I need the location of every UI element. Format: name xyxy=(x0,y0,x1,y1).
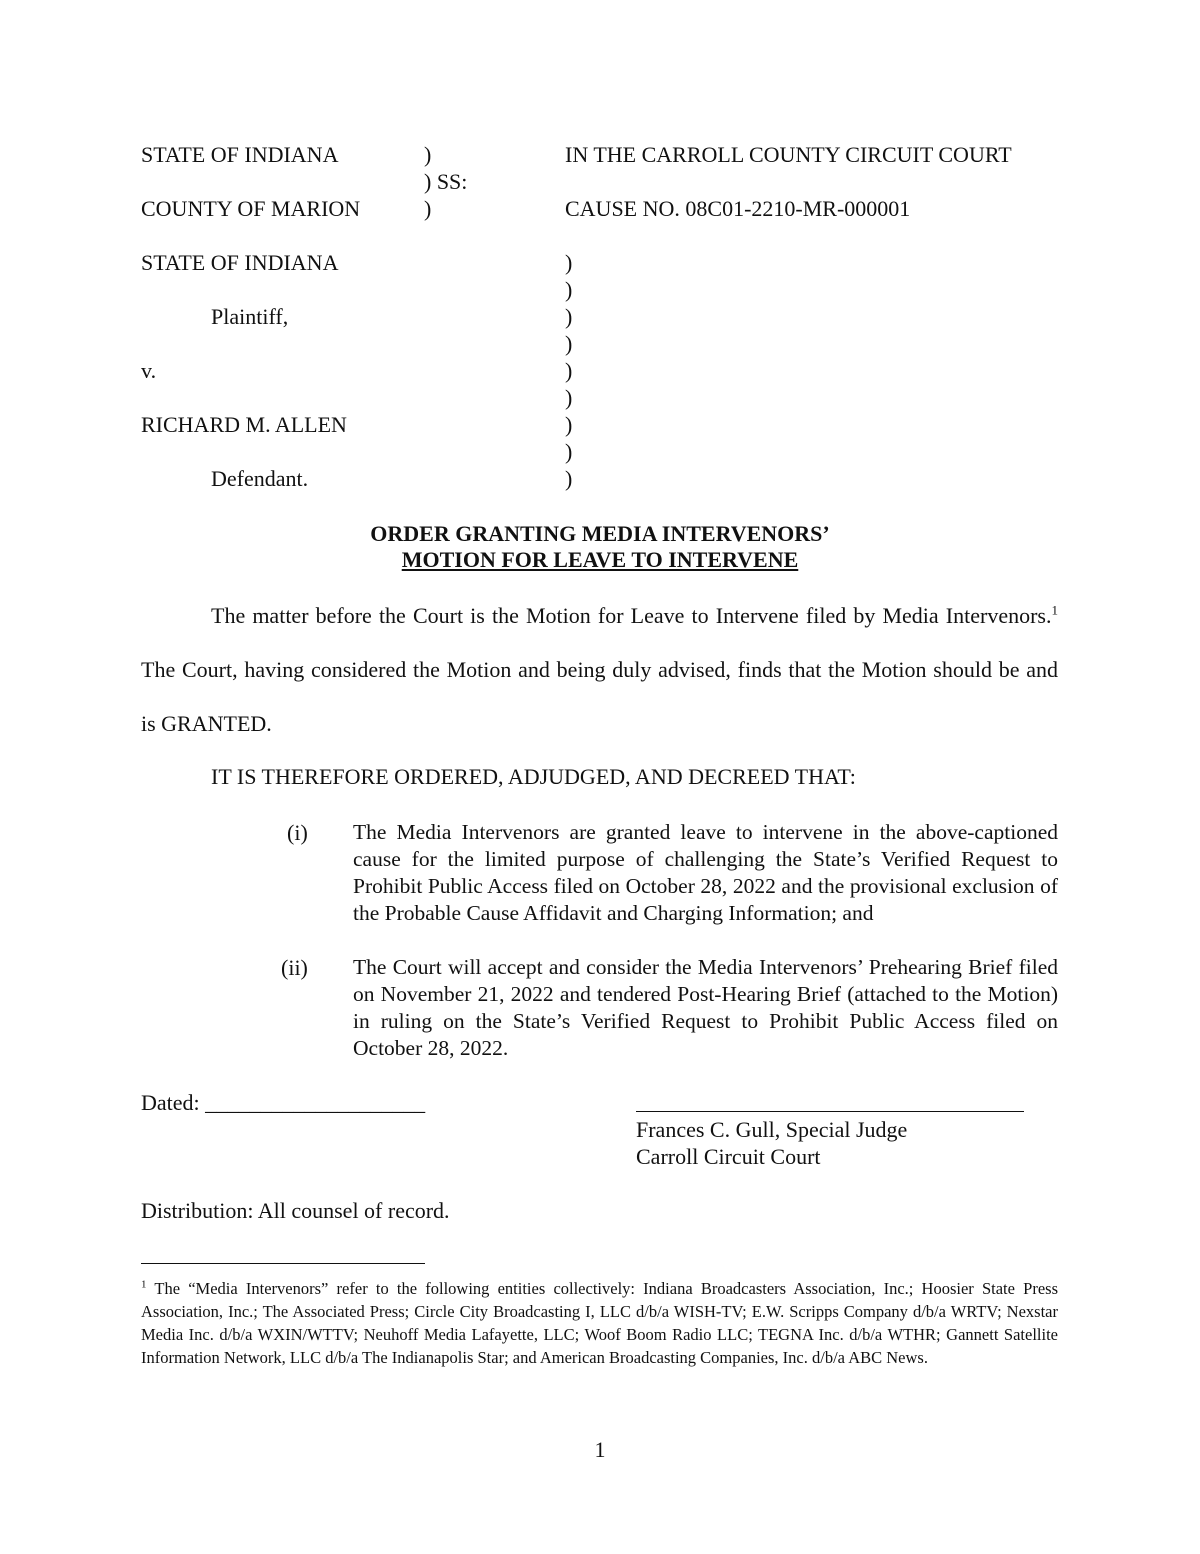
caption-paren: ) xyxy=(565,277,573,302)
order-title-line2-text: MOTION FOR LEAVE TO INTERVENE xyxy=(401,547,799,572)
item-number: (ii) xyxy=(281,955,308,980)
plaintiff-name: STATE OF INDIANA xyxy=(141,250,339,275)
caption-paren: ) xyxy=(424,196,432,221)
caption-paren: ) xyxy=(565,358,573,383)
cause-number: CAUSE NO. 08C01-2210-MR-000001 xyxy=(565,196,911,221)
caption-paren: ) xyxy=(565,304,573,329)
caption-paren: ) xyxy=(565,466,573,491)
caption-paren: ) xyxy=(565,412,573,437)
paragraph-text: The matter before the Court is the Motion for Leave to Intervene filed by Media Intervenors. xyxy=(211,603,1052,628)
caption-paren: ) xyxy=(565,331,573,356)
caption-paren: ) xyxy=(424,142,432,167)
plaintiff-role: Plaintiff, xyxy=(211,304,289,329)
distribution: Distribution: All counsel of record. xyxy=(141,1198,450,1223)
caption-paren: ) xyxy=(565,385,573,410)
footnote-ref: 1 xyxy=(1051,602,1058,618)
order-title-line1: ORDER GRANTING MEDIA INTERVENORS’ xyxy=(370,521,830,546)
caption-paren: ) xyxy=(565,439,573,464)
defendant-role: Defendant. xyxy=(211,466,309,491)
signature-line xyxy=(636,1111,1024,1112)
court-name: IN THE CARROLL COUNTY CIRCUIT COURT xyxy=(565,142,1012,167)
item-number: (i) xyxy=(287,820,308,845)
judge-name: Frances C. Gull, Special Judge xyxy=(636,1117,908,1142)
footnote xyxy=(141,1277,1058,1369)
footnote-number: 1 xyxy=(141,1278,147,1291)
paragraph-text: The Court, having considered the Motion and being duly advised, finds that the Motion should be and is GRANTED. xyxy=(141,657,1058,736)
versus: v. xyxy=(141,358,157,383)
footnote-text: The “Media Intervenors” refer to the following entities collectively: Indiana Broadcasters Association, Inc.; Hoosier State Press Association, Inc.; The Associated Press; Circle City Broadcasting I, LLC d/b/a WISH-TV; E.W. Scripps Company d/b/a WRTV; Nexstar Media Inc. d/b/a WXIN/WTTV; Neuhoff Media Lafayette, LLC; Woof Boom Radio LLC; TEGNA Inc. d/b/a WTHR; Gannett Satellite Information Network, LLC d/b/a The Indianapolis Star; and American Broadcasting Companies, Inc. d/b/a ABC News. xyxy=(141,1279,1058,1367)
defendant-name: RICHARD M. ALLEN xyxy=(141,412,347,437)
dated-line: Dated: ____________________ xyxy=(141,1090,426,1115)
caption-state: STATE OF INDIANA xyxy=(141,142,339,167)
caption-county: COUNTY OF MARION xyxy=(141,196,361,221)
page-number: 1 xyxy=(594,1437,606,1462)
judge-court: Carroll Circuit Court xyxy=(636,1144,821,1169)
paragraph-motion xyxy=(141,589,1058,751)
order-item: The Media Intervenors are granted leave to intervene in the above-captioned cause for the limited purpose of challenging the State’s Verified Request to Prohibit Public Access filed on October 28, 2022 and the provisional exclusion of the Probable Cause Affidavit and Charging Information; and xyxy=(353,820,1058,925)
caption-ss: ) SS: xyxy=(424,169,468,194)
footnote-divider xyxy=(141,1263,425,1264)
caption-paren: ) xyxy=(565,250,573,275)
ordered-clause: IT IS THEREFORE ORDERED, ADJUDGED, AND DECREED THAT: xyxy=(211,764,856,789)
order-title-line2 xyxy=(0,547,1200,573)
order-item: The Court will accept and consider the Media Intervenors’ Prehearing Brief filed on November 21, 2022 and tendered Post-Hearing Brief (attached to the Motion) in ruling on the State’s Verified Request to Prohibit Public Access filed on October 28, 2022. xyxy=(353,955,1058,1060)
